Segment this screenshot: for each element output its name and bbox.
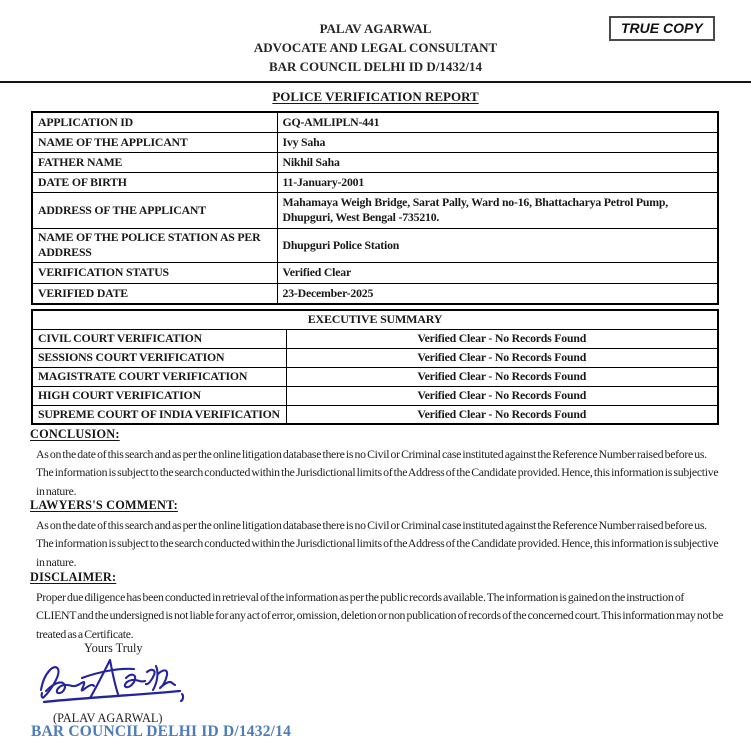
signatory-name: (PALAV AGARWAL) [53,711,163,725]
table-row [32,405,718,424]
check-label: SUPREME COURT OF INDIA VERIFICATION [32,405,286,424]
field-value: Nikhil Saha [277,152,718,172]
advocate-bar-id: BAR COUNCIL DELHI ID D/1432/14 [268,59,483,74]
table-row [32,367,718,386]
salutation: Yours Truly [84,641,143,655]
table-row [32,329,718,348]
table-row [32,172,718,192]
check-label: SESSIONS COURT VERIFICATION [32,348,286,367]
lawyers-comment-section [30,498,723,571]
disclaimer-body: Proper due diligence has been conducted in retrieval of the information as per the public records available. The information is gained on the instruction of CLIENT and the undersigned is not liable for any act of error, omission, deletion or non publication of records of the concerned court. This information may not be treated as a Certificate. [36,590,723,641]
conclusion-section [30,427,723,500]
check-label: MAGISTRATE COURT VERIFICATION [32,367,286,386]
field-label: VERIFIED DATE [32,283,277,304]
field-label: APPLICATION ID [32,112,277,132]
field-label: FATHER NAME [32,152,277,172]
table-header-row [32,310,718,329]
lawyers-comment-heading: LAWYERS'S COMMENT: [30,498,178,512]
table-row [32,132,718,152]
field-label: ADDRESS OF THE APPLICANT [32,192,277,228]
conclusion-body: As on the date of this search and as per the online litigation database there is no Civil or Criminal case instituted against the Reference Number raised before us. The information is subject to the search conducted within the Jurisdictional limits of the Address of the Candidate provided. Hence, this information is subjective in nature. [36,447,719,498]
field-label: DATE OF BIRTH [32,172,277,192]
field-value: Ivy Saha [277,132,718,152]
signature-ink-icon [34,654,196,710]
table-row [32,348,718,367]
table-row [32,192,718,228]
field-value: Dhupguri Police Station [277,228,718,262]
advocate-name: PALAV AGARWAL [319,21,432,36]
check-result: Verified Clear - No Records Found [286,367,718,386]
true-copy-stamp: TRUE COPY [609,16,715,41]
field-value: 11-January-2001 [277,172,718,192]
field-value: 23-December-2025 [277,283,718,304]
page-title: POLICE VERIFICATION REPORT [272,89,479,104]
table-row [32,283,718,304]
check-result: Verified Clear - No Records Found [286,386,718,405]
applicant-details-table [31,111,719,305]
field-label: VERIFICATION STATUS [32,262,277,283]
field-value: Mahamaya Weigh Bridge, Sarat Pally, Ward no-16, Bhattacharya Petrol Pump, Dhupguri, West Bengal -735210. [277,192,718,228]
field-label: NAME OF THE APPLICANT [32,132,277,152]
advocate-role: ADVOCATE AND LEGAL CONSULTANT [253,40,498,55]
header-divider-rule [0,81,751,83]
check-label: HIGH COURT VERIFICATION [32,386,286,405]
check-result: Verified Clear - No Records Found [286,405,718,424]
table-row [32,386,718,405]
table-row [32,112,718,132]
table-row [32,228,718,262]
field-value: Verified Clear [277,262,718,283]
disclaimer-section [30,570,723,643]
check-label: CIVIL COURT VERIFICATION [32,329,286,348]
executive-summary-table [31,309,719,425]
signature-image [34,654,196,715]
check-result: Verified Clear - No Records Found [286,329,718,348]
executive-summary-title: EXECUTIVE SUMMARY [32,310,718,329]
conclusion-heading: CONCLUSION: [30,427,120,441]
table-row [32,152,718,172]
disclaimer-heading: DISCLAIMER: [30,570,117,584]
field-value: GQ-AMLIPLN-441 [277,112,718,132]
check-result: Verified Clear - No Records Found [286,348,718,367]
table-row [32,262,718,283]
field-label: NAME OF THE POLICE STATION AS PER ADDRESS [32,228,277,262]
bar-council-id-line: BAR COUNCIL DELHI ID D/1432/14 [31,723,292,740]
lawyers-comment-body: As on the date of this search and as per the online litigation database there is no Civil or Criminal case instituted against the Reference Number raised before us. The information is subject to the search conducted within the Jurisdictional limits of the Address of the Candidate provided. Hence, this information is subjective in nature. [36,518,719,569]
